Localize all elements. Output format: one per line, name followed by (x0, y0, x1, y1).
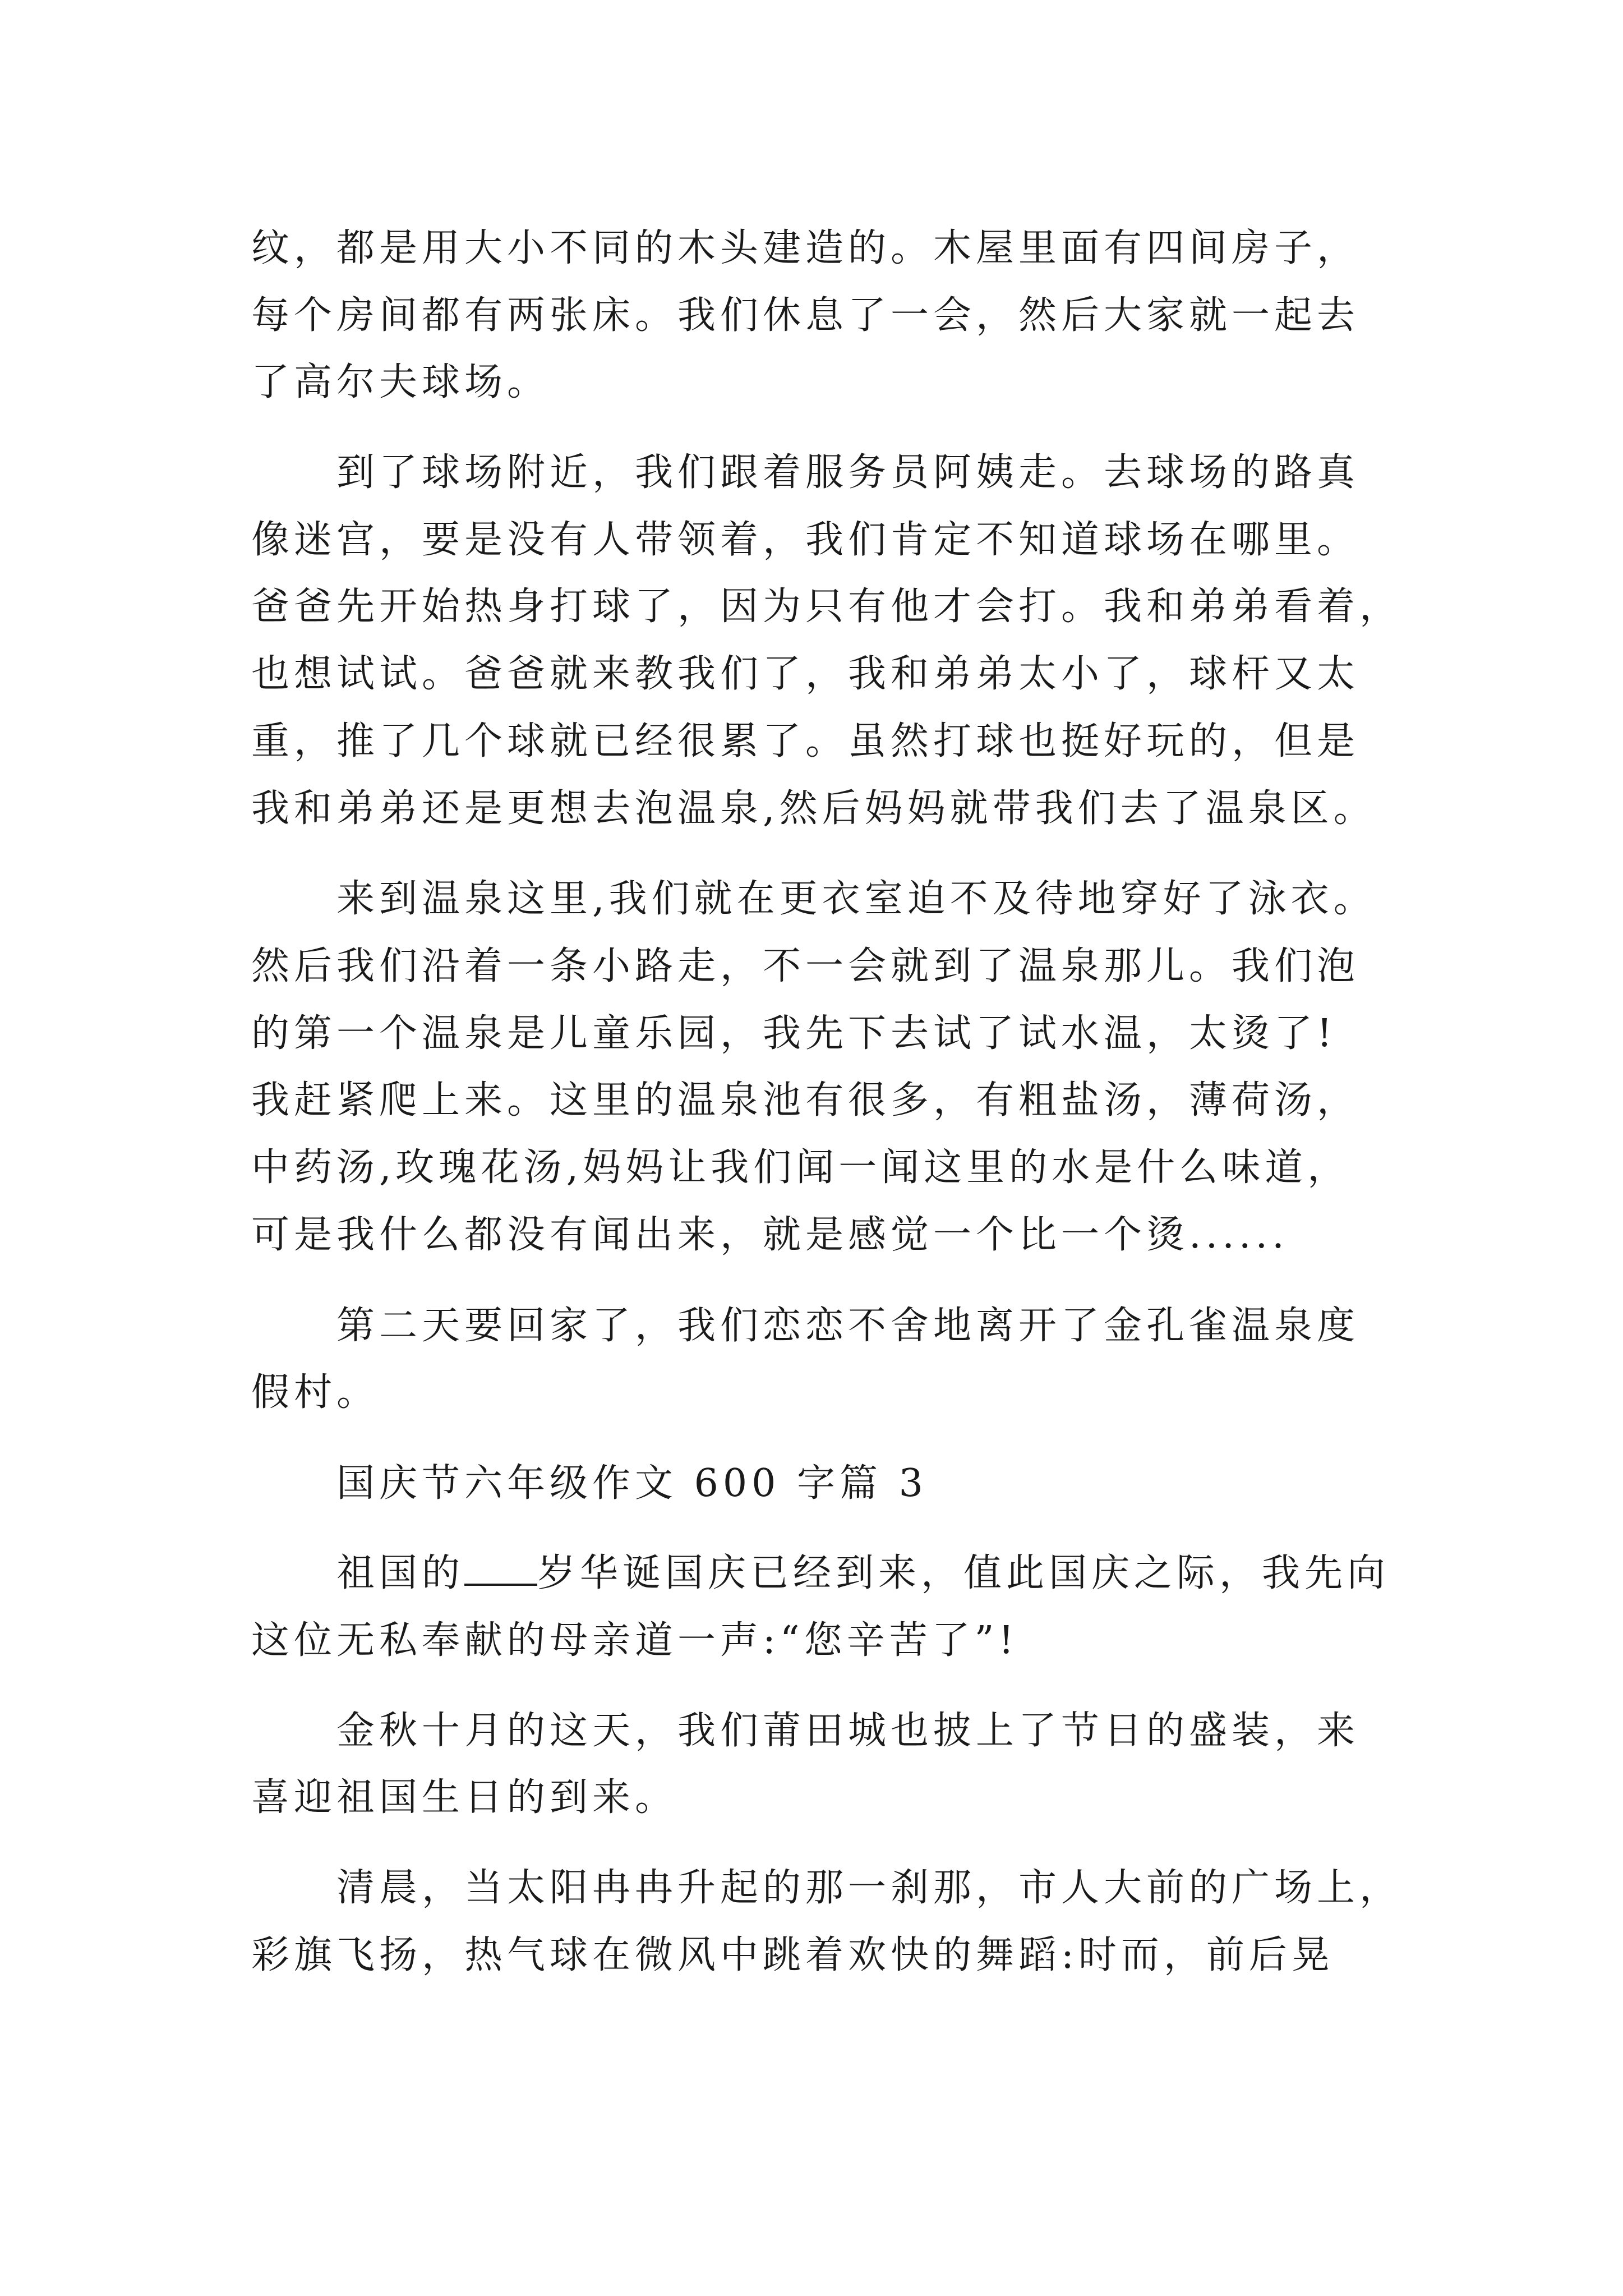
text-line: 爸爸先开始热身打球了，因为只有他才会打。我和弟弟看着， (251, 585, 1403, 629)
text-line: 彩旗飞扬，热气球在微风中跳着欢快的舞蹈:时而，前后晃 (251, 1933, 1334, 1977)
text-segment: 岁华诞国庆已经到来，值此国庆之际，我先向 (537, 1551, 1390, 1595)
text-line: 重，推了几个球就已经很累了。虽然打球也挺好玩的，但是 (251, 719, 1360, 763)
paragraph-start-line: 清晨，当太阳冉冉升起的那一刹那，市人大前的广场上， (336, 1866, 1403, 1910)
text-line: 的第一个温泉是儿童乐园，我先下去试了试水温，太烫了! (251, 1011, 1337, 1056)
section-heading: 国庆节六年级作文 600 字篇 3 (336, 1461, 928, 1506)
paragraph-start-line: 到了球场附近，我们跟着服务员阿姨走。去球场的路真 (336, 450, 1360, 495)
text-line: 可是我什么都没有闻出来，就是感觉一个比一个烫...... (251, 1213, 1289, 1257)
paragraph-start-line: 金秋十月的这天，我们莆田城也披上了节日的盛装，来 (336, 1709, 1360, 1753)
text-line: 喜迎祖国生日的到来。 (251, 1775, 678, 1820)
text-line: 我和弟弟还是更想去泡温泉,然后妈妈就带我们去了温泉区。 (251, 786, 1376, 831)
text-line: 这位无私奉献的母亲道一声:“您辛苦了”! (251, 1618, 1018, 1663)
paragraph-start-line: 第二天要回家了，我们恋恋不舍地离开了金孔雀温泉度 (336, 1304, 1360, 1348)
text-line: 假村。 (251, 1370, 380, 1415)
text-line: 每个房间都有两张床。我们休息了一会，然后大家就一起去 (251, 293, 1360, 338)
text-line: 中药汤,玫瑰花汤,妈妈让我们闻一闻这里的水是什么味道， (251, 1145, 1350, 1190)
paragraph-start-line: 来到温泉这里,我们就在更衣室迫不及待地穿好了泳衣。 (336, 877, 1376, 921)
text-line: 了高尔夫球场。 (251, 360, 550, 404)
text-line: 纹，都是用大小不同的木头建造的。木屋里面有四间房子， (251, 226, 1360, 270)
text-line: 然后我们沿着一条小路走，不一会就到了温泉那儿。我们泡 (251, 944, 1360, 988)
fill-in-blank (464, 1549, 537, 1586)
text-line: 我赶紧爬上来。这里的温泉池有很多，有粗盐汤，薄荷汤， (251, 1078, 1360, 1122)
text-line: 也想试试。爸爸就来教我们了，我和弟弟太小了，球杆又太 (251, 652, 1360, 696)
text-line: 像迷宫，要是没有人带领着，我们肯定不知道球场在哪里。 (251, 518, 1360, 562)
paragraph-start-line (336, 1545, 1390, 1602)
text-segment: 祖国的 (336, 1551, 465, 1595)
